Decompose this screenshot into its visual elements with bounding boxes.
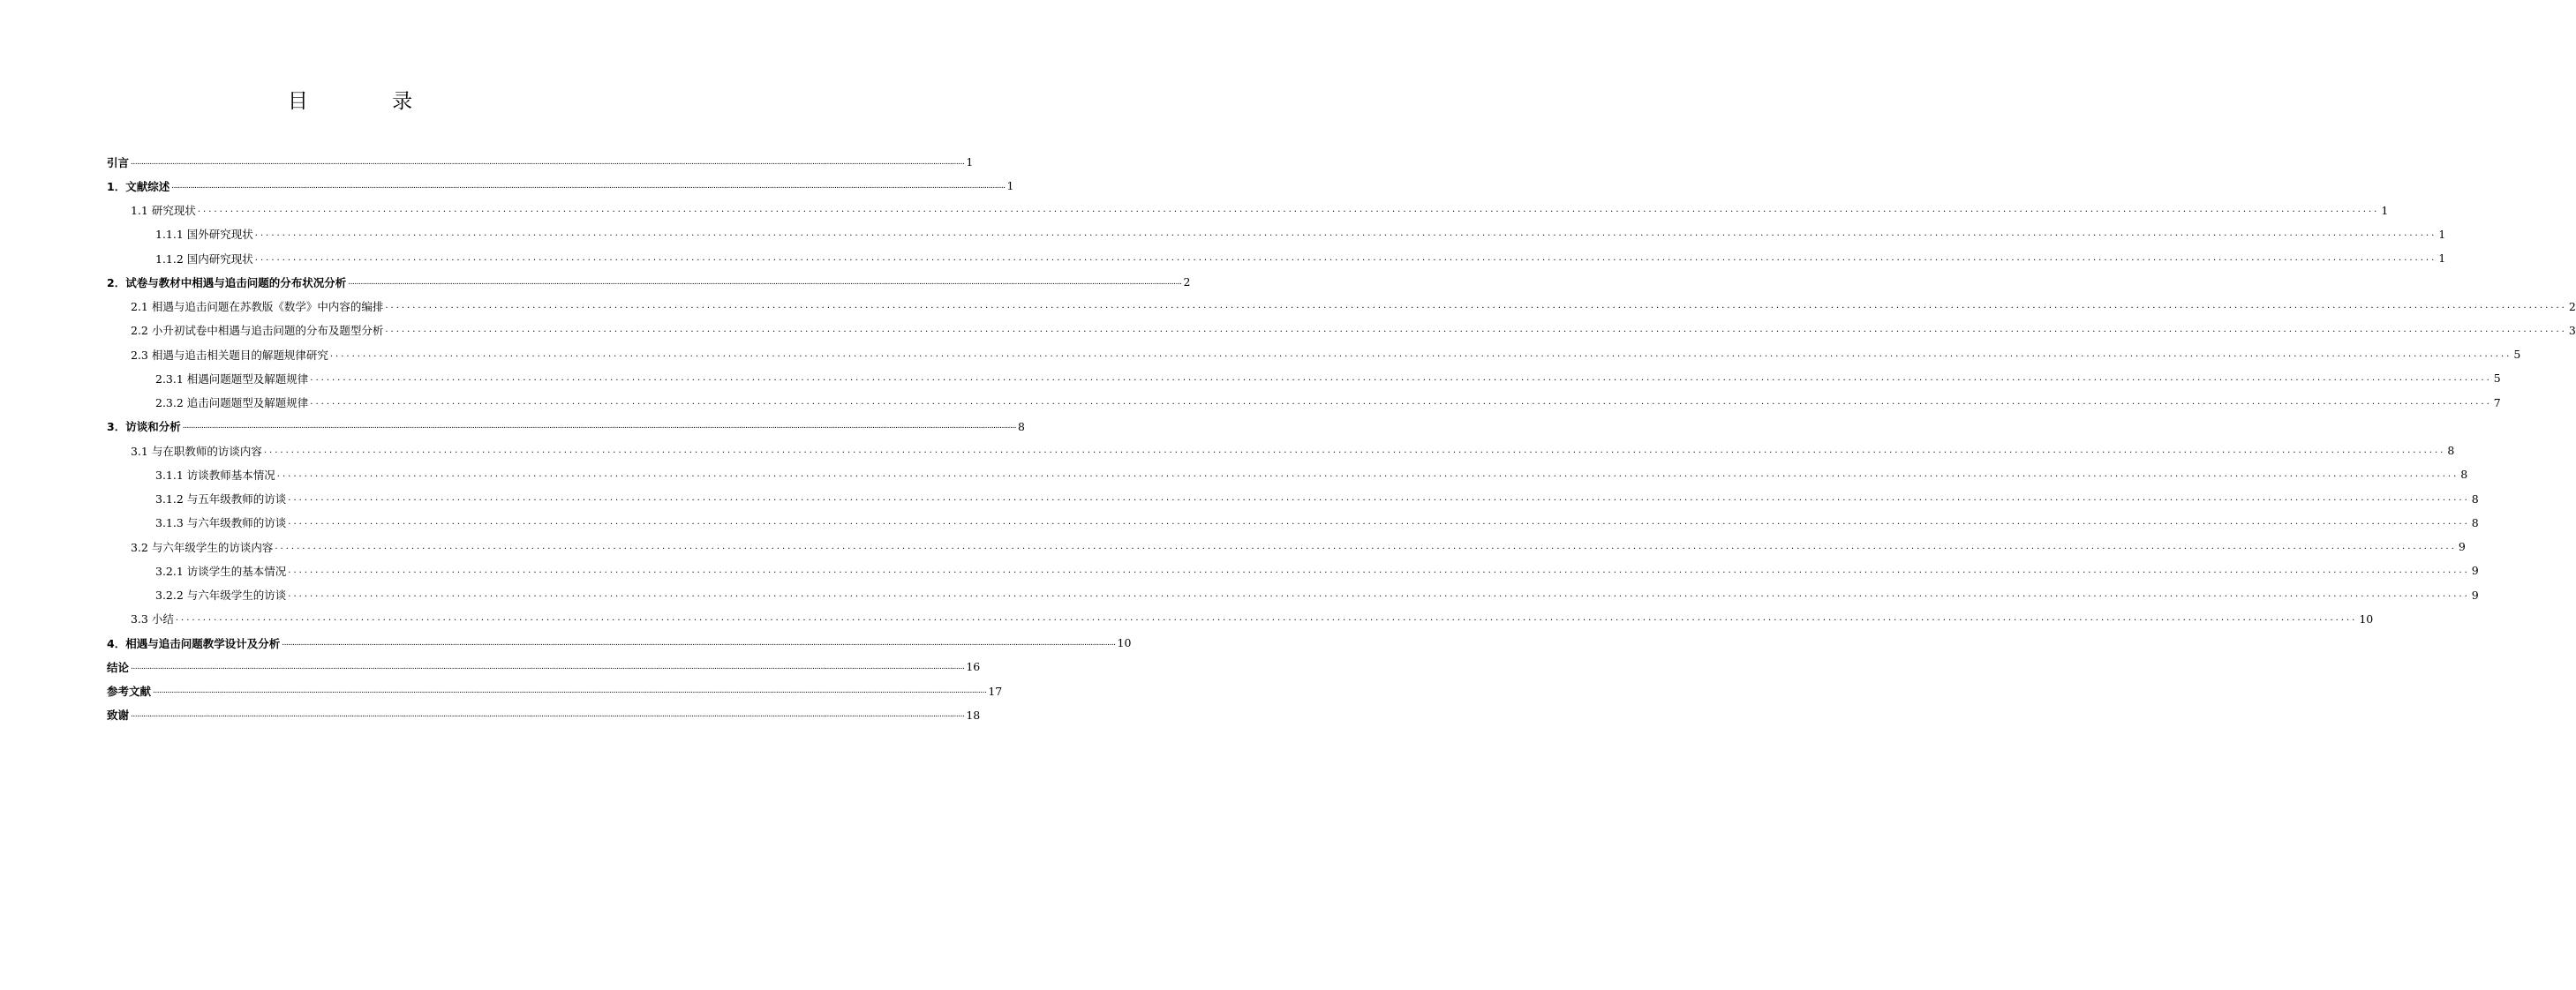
dot-leader: ................................................................................................................................................................................................................................................................................................................................................................................................................ xyxy=(171,181,1006,191)
toc-entry-page: 1 xyxy=(1006,179,1014,193)
toc-entry-page: 18 xyxy=(966,708,981,722)
toc-entry-page: 8 xyxy=(2460,468,2468,482)
toc-entry-label: 1.1 研究现状 xyxy=(131,204,196,218)
toc-entry[interactable] xyxy=(107,199,2389,222)
dot-leader: ................................................................................................................................................................................................................................................................................................................................................................................................................ xyxy=(254,252,2437,263)
toc-entry[interactable] xyxy=(107,246,2446,270)
toc-entry-label: 3．访谈和分析 xyxy=(107,420,181,434)
dot-leader: ................................................................................................................................................................................................................................................................................................................................................................................................................ xyxy=(288,565,2470,575)
toc-entry[interactable] xyxy=(107,462,2468,486)
dot-leader: ................................................................................................................................................................................................................................................................................................................................................................................................................ xyxy=(131,662,965,671)
toc-entry-label: 3.1.3 与六年级教师的访谈 xyxy=(155,516,287,530)
dot-leader: ................................................................................................................................................................................................................................................................................................................................................................................................................ xyxy=(288,589,2470,600)
toc-entry[interactable] xyxy=(107,342,2521,366)
toc-entry-page: 1 xyxy=(966,155,974,169)
toc-entry-label: 参考文献 xyxy=(107,685,152,699)
toc-entry-label: 3.1.1 访谈教师基本情况 xyxy=(155,468,275,482)
toc-entry-label: 3.2.2 与六年级学生的访谈 xyxy=(155,589,287,603)
dot-leader: ................................................................................................................................................................................................................................................................................................................................................................................................................ xyxy=(288,517,2470,528)
toc-entry-label: 2.1 相遇与追击问题在苏教版《数学》中内容的编排 xyxy=(131,300,384,314)
toc-entry-label: 3.3 小结 xyxy=(131,612,174,626)
dot-leader: ................................................................................................................................................................................................................................................................................................................................................................................................................ xyxy=(348,277,1182,287)
toc-entry-page: 2 xyxy=(2568,299,2576,313)
toc-entry[interactable] xyxy=(107,366,2501,390)
toc-entry[interactable] xyxy=(107,679,1003,703)
toc-entry-page: 17 xyxy=(988,684,1003,698)
toc-entry-page: 8 xyxy=(2471,515,2479,529)
dot-leader: ................................................................................................................................................................................................................................................................................................................................................................................................................ xyxy=(310,397,2492,408)
toc-entry-page: 8 xyxy=(2471,491,2479,506)
toc-entry[interactable] xyxy=(107,319,2576,342)
toc-entry-label: 1．文献综述 xyxy=(107,179,170,193)
toc-entry-page: 2 xyxy=(1183,275,1191,289)
toc-entry-page: 1 xyxy=(2438,227,2446,241)
toc-entry[interactable] xyxy=(107,655,981,679)
page-title: 目 录 xyxy=(287,90,452,113)
toc-entry-page: 16 xyxy=(966,660,981,674)
toc-entry-page: 9 xyxy=(2458,540,2466,554)
toc-entry-page: 8 xyxy=(1018,419,1025,433)
toc-entry-label: 4．相遇与追击问题教学设计及分析 xyxy=(107,636,281,650)
toc-entry[interactable] xyxy=(107,583,2479,607)
toc-entry-page: 8 xyxy=(2447,444,2455,458)
toc-entry[interactable] xyxy=(107,703,981,727)
dot-leader: ................................................................................................................................................................................................................................................................................................................................................................................................................ xyxy=(310,372,2492,383)
toc-entry-page: 1 xyxy=(2381,203,2389,217)
table-of-contents xyxy=(107,150,2576,727)
toc-entry-label: 2.3 相遇与追击相关题目的解题规律研究 xyxy=(131,348,328,362)
dot-leader: ................................................................................................................................................................................................................................................................................................................................................................................................................ xyxy=(276,469,2459,479)
toc-entry[interactable] xyxy=(107,511,2479,535)
dot-leader: ................................................................................................................................................................................................................................................................................................................................................................................................................ xyxy=(385,325,2567,335)
toc-entry-page: 3 xyxy=(2568,323,2576,337)
toc-entry-page: 10 xyxy=(1117,636,1132,650)
toc-entry-page: 5 xyxy=(2513,348,2521,362)
toc-entry-label: 2.3.1 相遇问题题型及解题规律 xyxy=(155,371,309,386)
toc-entry[interactable] xyxy=(107,222,2446,246)
dot-leader: ................................................................................................................................................................................................................................................................................................................................................................................................................ xyxy=(131,157,965,167)
toc-entry-label: 2．试卷与教材中相遇与追击问题的分布状况分析 xyxy=(107,275,347,289)
toc-entry-page: 9 xyxy=(2471,564,2479,578)
toc-entry[interactable] xyxy=(107,439,2455,462)
toc-entry-page: 1 xyxy=(2438,251,2446,266)
toc-entry[interactable] xyxy=(107,631,1132,655)
dot-leader: ................................................................................................................................................................................................................................................................................................................................................................................................................ xyxy=(282,638,1116,648)
toc-entry-label: 1.1.2 国内研究现状 xyxy=(155,251,253,266)
toc-entry[interactable] xyxy=(107,295,2576,319)
toc-entry-page: 7 xyxy=(2493,395,2501,409)
toc-entry[interactable] xyxy=(107,559,2479,582)
toc-entry-label: 2.2 小升初试卷中相遇与追击问题的分布及题型分析 xyxy=(131,324,384,338)
toc-entry[interactable] xyxy=(107,535,2466,559)
toc-entry-page: 5 xyxy=(2493,371,2501,386)
toc-entry-label: 3.1.2 与五年级教师的访谈 xyxy=(155,492,287,506)
dot-leader: ................................................................................................................................................................................................................................................................................................................................................................................................................ xyxy=(131,710,965,720)
toc-entry[interactable] xyxy=(107,607,2374,631)
dot-leader: ................................................................................................................................................................................................................................................................................................................................................................................................................ xyxy=(275,541,2457,551)
dot-leader: ................................................................................................................................................................................................................................................................................................................................................................................................................ xyxy=(385,301,2567,311)
toc-entry-label: 结论 xyxy=(107,660,130,674)
dot-leader: ................................................................................................................................................................................................................................................................................................................................................................................................................ xyxy=(263,445,2446,455)
toc-entry[interactable] xyxy=(107,150,974,174)
toc-entry[interactable] xyxy=(107,415,1025,439)
toc-entry[interactable] xyxy=(107,270,1191,294)
dot-leader: ................................................................................................................................................................................................................................................................................................................................................................................................................ xyxy=(288,493,2470,504)
toc-entry-page: 10 xyxy=(2359,611,2374,626)
toc-entry[interactable] xyxy=(107,487,2479,511)
dot-leader: ................................................................................................................................................................................................................................................................................................................................................................................................................ xyxy=(175,613,2358,624)
dot-leader: ................................................................................................................................................................................................................................................................................................................................................................................................................ xyxy=(153,686,987,696)
toc-entry-label: 2.3.2 追击问题题型及解题规律 xyxy=(155,396,309,410)
toc-entry[interactable] xyxy=(107,174,1014,198)
dot-leader: ................................................................................................................................................................................................................................................................................................................................................................................................................ xyxy=(182,422,1017,431)
dot-leader: ................................................................................................................................................................................................................................................................................................................................................................................................................ xyxy=(254,229,2437,239)
toc-entry-label: 3.2.1 访谈学生的基本情况 xyxy=(155,564,287,578)
toc-entry-label: 致谢 xyxy=(107,709,130,723)
toc-entry-label: 3.1 与在职教师的访谈内容 xyxy=(131,444,262,458)
toc-entry-page: 9 xyxy=(2471,588,2479,602)
toc-entry-label: 引言 xyxy=(107,155,130,169)
dot-leader: ................................................................................................................................................................................................................................................................................................................................................................................................................ xyxy=(329,349,2512,359)
toc-entry[interactable] xyxy=(107,391,2501,415)
toc-entry-label: 3.2 与六年级学生的访谈内容 xyxy=(131,540,274,554)
toc-entry-label: 1.1.1 国外研究现状 xyxy=(155,228,253,242)
dot-leader: ................................................................................................................................................................................................................................................................................................................................................................................................................ xyxy=(197,205,2380,215)
